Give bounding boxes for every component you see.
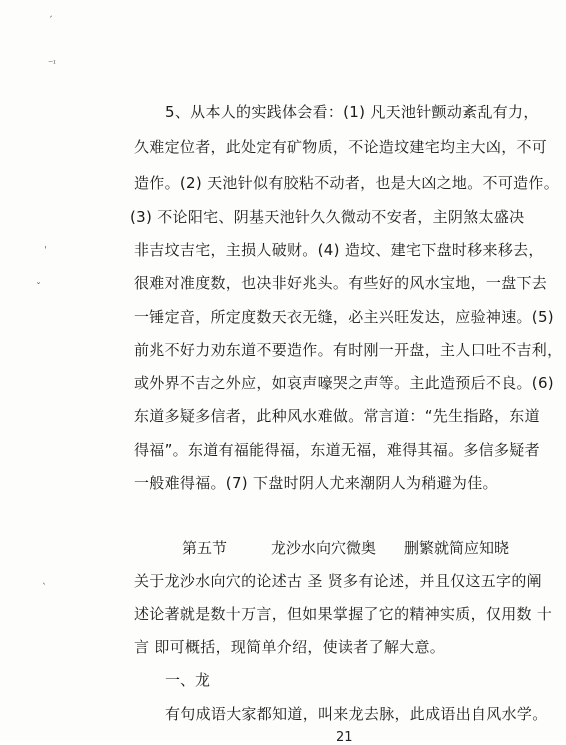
paragraph-line: 或外界不吉之外应，如哀声嚎哭之声等。主此造预后不良。(6) — [134, 374, 554, 392]
scan-mark: ˇ — [36, 282, 41, 293]
section-title: 龙沙水向穴微奥 — [271, 539, 377, 557]
scan-mark: ⁻ᶦ — [48, 59, 56, 70]
paragraph-line: 述论著就是数十万言，但如果掌握了它的精神实质，仅用数 十 — [134, 605, 553, 623]
scan-mark: ˌ — [44, 239, 47, 250]
scan-mark: ˏ — [48, 7, 53, 18]
paragraph-line: 得福”。东道有福能得福，东道无福，难得其福。多信多疑者 — [134, 441, 540, 459]
paragraph-line: 造作。(2) 天池针似有胶粘不动者，也是大凶之地。不可造作。 — [134, 174, 560, 192]
paragraph-line: 前兆不好力劝东道不要造作。有时刚一开盘，主人口吐不吉利， — [134, 341, 563, 359]
section-heading — [182, 538, 509, 558]
paragraph-line: 一般难得福。(7) 下盘时阴人尤来潮阴人为稍避为佳。 — [134, 474, 498, 492]
paragraph-line: 有句成语大家都知道，叫来龙去脉，此成语出自风水学。 — [165, 705, 548, 723]
paragraph-line: (3) 不论阳宅、阴基天池针久久微动不安者，主阴煞太盛决 — [130, 208, 525, 226]
paragraph-line: 非吉坟吉宅，主损人破财。(4) 造坟、建宅下盘时移来移去， — [134, 241, 544, 259]
paragraph-line: 很难对准度数，也决非好兆头。有些好的风水宝地，一盘下去 — [134, 274, 548, 292]
page-number: 21 — [336, 730, 353, 745]
section-number: 第五节 — [182, 539, 228, 557]
paragraph-line: 久难定位者，此处定有矿物质，不论造坟建宅均主大凶，不可 — [134, 138, 548, 156]
scan-mark: ˎ — [42, 574, 47, 585]
paragraph-line: 关于龙沙水向穴的论述古 圣 贤多有论述，并且仅这五字的阐 — [134, 572, 542, 590]
subsection-label: 一、龙 — [165, 671, 211, 689]
paragraph-line: 言 即可概括，现简单介绍，使读者了解大意。 — [134, 638, 446, 656]
section-subtitle: 删繁就简应知晓 — [404, 539, 510, 557]
paragraph-line: 5、从本人的实践体会看：(1) 凡天池针颤动紊乱有力， — [165, 103, 539, 121]
paragraph-line: 一锤定音，所定度数天衣无缝，必主兴旺发达，应验神速。(5) — [134, 308, 554, 326]
paragraph-line: 东道多疑多信者，此种风水难做。常言道：“先生指路，东道 — [134, 407, 540, 425]
